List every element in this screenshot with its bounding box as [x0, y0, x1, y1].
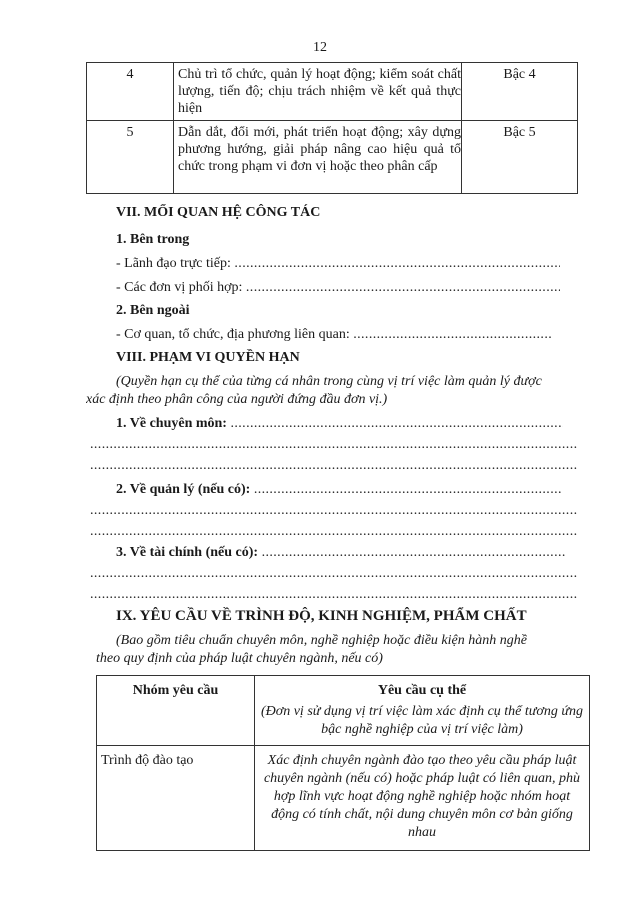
column-header [255, 676, 590, 746]
table-header-row [97, 676, 590, 746]
fill-line [90, 586, 582, 604]
finance-label: 3. Về tài chính (nếu có): [116, 545, 259, 560]
fill-line [230, 415, 563, 433]
direct-leader-label: - Lãnh đạo trực tiếp: [116, 256, 231, 271]
direct-leader-field [116, 255, 580, 273]
fill-line [246, 279, 560, 297]
inside-heading: 1. Bên trong [116, 232, 190, 247]
column-header: Nhóm yêu cầu [97, 676, 255, 746]
requirements-table [96, 675, 590, 851]
section-8-note: (Quyền hạn cụ thể của từng cá nhân trong cùng vị trí việc làm quản lý được [116, 374, 542, 389]
finance-field [116, 544, 580, 562]
fill-line [90, 457, 582, 475]
section-9-title: IX. YÊU CẦU VỀ TRÌNH ĐỘ, KINH NGHIỆM, PHẨM CHẤT [116, 608, 527, 624]
related-agencies-field [116, 326, 580, 344]
column-header-note: (Đơn vị sử dụng vị trí việc làm xác định cụ thể tương ứng bậc nghề nghiệp của vị trí việc làm) [260, 704, 584, 737]
section-9-note: theo quy định của pháp luật chuyên ngành, nếu có) [96, 651, 383, 666]
column-header-title: Yêu cầu cụ thể [377, 683, 467, 698]
level-number: 5 [87, 121, 174, 194]
level-number: 4 [87, 63, 174, 121]
section-8-note: xác định theo phân công của người đứng đầu đơn vị.) [86, 392, 388, 407]
requirement-detail: Xác định chuyên ngành đào tạo theo yêu cầu pháp luật chuyên ngành (nếu có) hoặc pháp luật có liên quan, phù hợp lĩnh vực hoạt động nghề nghiệp hoặc nhóm hoạt động có tính chất, nội dung chuyên môn cơ bản giống nhau [255, 746, 590, 851]
table-row [87, 63, 578, 121]
section-8-title: VIII. PHẠM VI QUYỀN HẠN [116, 350, 300, 365]
fill-line [234, 255, 560, 273]
management-label: 2. Về quản lý (nếu có): [116, 482, 251, 497]
fill-line [90, 523, 582, 541]
requirement-group: Trình độ đào tạo [97, 746, 255, 851]
section-7-title: VII. MỐI QUAN HỆ CÔNG TÁC [116, 205, 321, 220]
fill-line [262, 544, 566, 562]
table-row [97, 746, 590, 851]
coordinating-units-label: - Các đơn vị phối hợp: [116, 280, 243, 295]
outside-heading: 2. Bên ngoài [116, 303, 190, 318]
page-number: 12 [313, 40, 327, 55]
fill-line [353, 326, 551, 344]
level-value: Bậc 4 [462, 63, 578, 121]
professional-label: 1. Về chuyên môn: [116, 416, 227, 431]
fill-line [90, 502, 582, 520]
related-agencies-label: - Cơ quan, tổ chức, địa phương liên quan: [116, 327, 350, 342]
fill-line [254, 481, 562, 499]
level-description: Dẫn dắt, đổi mới, phát triển hoạt động; xây dựng phương hướng, giải pháp nâng cao hiệu quả tổ chức trong phạm vi đơn vị hoặc theo phân cấp [174, 121, 462, 194]
management-field [116, 481, 580, 499]
fill-line [90, 565, 582, 583]
fill-line [90, 436, 582, 454]
section-9-note: (Bao gồm tiêu chuẩn chuyên môn, nghề nghiệp hoặc điều kiện hành nghề [116, 633, 527, 648]
coordinating-units-field [116, 279, 580, 297]
levels-table [86, 62, 578, 194]
table-row [87, 121, 578, 194]
level-description: Chủ trì tổ chức, quản lý hoạt động; kiểm soát chất lượng, tiến độ; chịu trách nhiệm về kết quả thực hiện [174, 63, 462, 121]
level-value: Bậc 5 [462, 121, 578, 194]
professional-field [116, 415, 580, 433]
